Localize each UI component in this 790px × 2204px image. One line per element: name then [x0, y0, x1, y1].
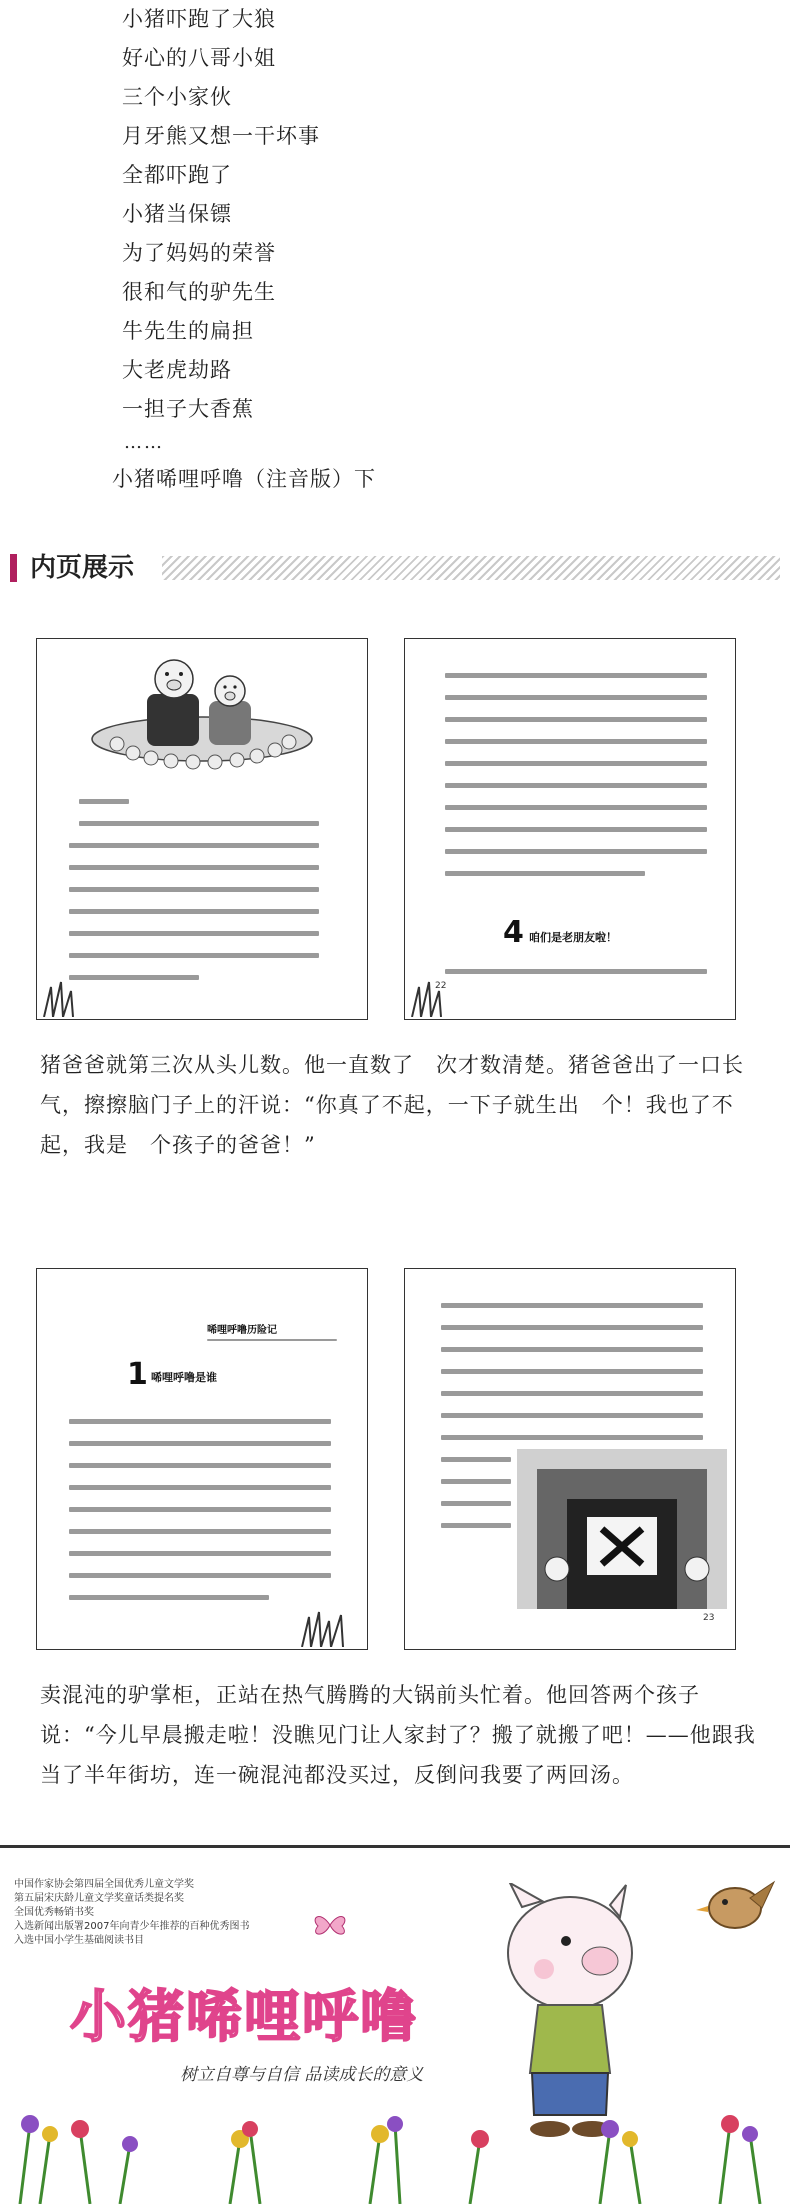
toc-volume-title: 小猪唏哩呼噜（注音版）下 [112, 467, 376, 491]
caption-paragraph-1: 猪爸爸就第三次从头儿数。他一直数了 次才数清楚。猪爸爸出了一口长气，擦擦脑门子上的汗说：“你真了不起，一下子就生出 个！我也了不起，我是 个孩子的爸爸！” [40, 1053, 744, 1157]
grass-decoration [297, 1607, 357, 1647]
grass-decoration [39, 977, 79, 1017]
flowers-decoration [0, 2084, 790, 2204]
toc-item: 好心的八哥小姐 [122, 46, 276, 70]
award-item: 入选中国小学生基础阅读书目 [14, 1935, 144, 1946]
page-thumbnail-4 [404, 1268, 736, 1650]
toc-item: 三个小家伙 [122, 85, 232, 109]
page-thumbnail-1 [36, 638, 368, 1020]
sealed-door-illustration [517, 1429, 727, 1609]
running-head: 唏哩呼噜历险记 [207, 1325, 277, 1336]
page-number: 23 [703, 1613, 715, 1623]
butterfly-icon [310, 1910, 350, 1940]
caption-paragraph-2: 卖混沌的驴掌柜，正站在热气腾腾的大锅前头忙着。他回答两个孩子说：“今儿早晨搬走啦！没瞧见门让人家封了？搬了就搬了吧！——他跟我当了半年街坊，连一碗混沌都没买过，反倒问我要了两回汤。 [40, 1683, 756, 1787]
award-item: 全国优秀畅销书奖 [14, 1907, 94, 1918]
chapter-number: 4 [503, 915, 524, 950]
award-item: 入选新闻出版署2007年向青少年推荐的百种优秀图书 [14, 1921, 250, 1932]
section-accent-bar [10, 554, 17, 582]
page-thumbnail-2 [404, 638, 736, 1020]
toc-item: 很和气的驴先生 [122, 280, 276, 304]
chapter-title: 唏哩呼噜是谁 [151, 1371, 217, 1384]
section-header [10, 550, 780, 586]
award-item: 中国作家协会第四届全国优秀儿童文学奖 [14, 1879, 194, 1890]
toc-item: 大老虎劫路 [122, 358, 232, 382]
toc-item: 小猪当保镖 [122, 202, 232, 226]
award-item: 第五届宋庆龄儿童文学奖童话类提名奖 [14, 1893, 184, 1904]
book-banner [0, 1845, 790, 2204]
banner-subtitle: 树立自尊与自信 品读成长的意义 [180, 2065, 424, 2085]
toc-item: 一担子大香蕉 [122, 397, 254, 421]
toc-item: 全都吓跑了 [122, 163, 232, 187]
chapter-title: 咱们是老朋友啦！ [529, 931, 617, 944]
toc-list [122, 0, 320, 429]
chapter-number: 1 [127, 1357, 148, 1392]
toc-item: 为了妈妈的荣誉 [122, 241, 276, 265]
pig-family-illustration [37, 639, 367, 779]
toc-item: 牛先生的扁担 [122, 319, 254, 343]
bird-illustration [690, 1868, 780, 1938]
banner-title: 小猪唏哩呼噜 [70, 1985, 418, 2050]
toc-ellipsis: …… [124, 432, 164, 453]
page-thumbnail-3 [36, 1268, 368, 1650]
toc-item: 月牙熊又想一干坏事 [122, 124, 320, 148]
section-hatch-divider [162, 556, 780, 580]
awards-list [14, 1878, 249, 1948]
grass-decoration [407, 977, 447, 1017]
section-title: 内页展示 [30, 553, 135, 583]
toc-item: 小猪吓跑了大狼 [122, 7, 276, 31]
page-number: 22 [435, 981, 447, 991]
